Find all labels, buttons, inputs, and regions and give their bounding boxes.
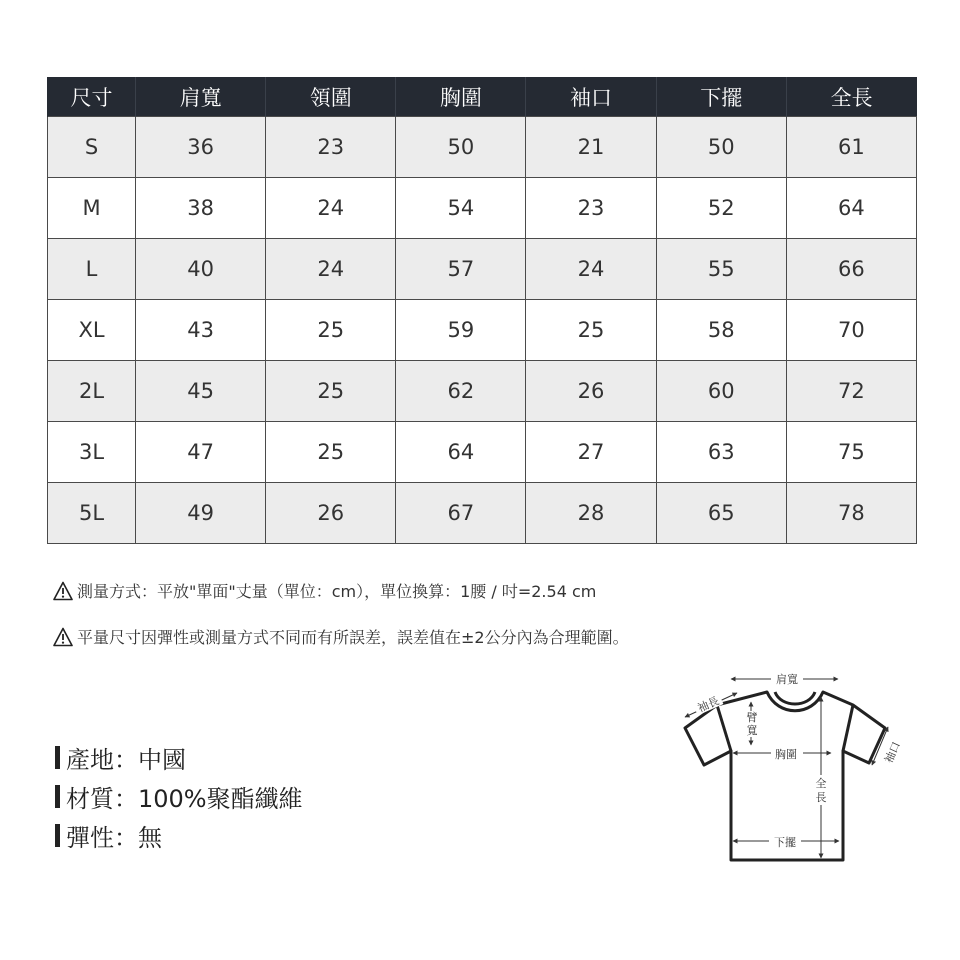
table-cell: 57 [396, 239, 526, 300]
table-cell: M [48, 178, 136, 239]
label-arm-width-2: 寬 [746, 724, 758, 737]
header-cell-chest: 胸圍 [396, 77, 526, 117]
bullet-bar [55, 746, 60, 769]
table-cell: 47 [136, 422, 266, 483]
table-cell: XL [48, 300, 136, 361]
table-cell: 5L [48, 483, 136, 544]
table-cell: 65 [656, 483, 786, 544]
table-cell: 67 [396, 483, 526, 544]
table-row [48, 239, 917, 300]
tolerance-note-text: 平量尺寸因彈性或測量方式不同而有所誤差，誤差值在±2公分內為合理範圍。 [77, 628, 629, 647]
table-row [48, 178, 917, 239]
table-cell: 64 [396, 422, 526, 483]
tshirt-collar-inner [775, 692, 815, 704]
tshirt-measurement-diagram [675, 665, 915, 865]
label-shoulder: 肩寬 [776, 673, 798, 686]
table-cell: 25 [266, 361, 396, 422]
table-cell: S [48, 117, 136, 178]
table-cell: 43 [136, 300, 266, 361]
table-cell: 3L [48, 422, 136, 483]
table-cell: 60 [656, 361, 786, 422]
table-cell: 27 [526, 422, 656, 483]
table-cell: 28 [526, 483, 656, 544]
label-arm-width: 臂 [746, 711, 758, 724]
table-row [48, 422, 917, 483]
elasticity-text: 彈性：無 [66, 824, 162, 852]
table-cell: 61 [786, 117, 916, 178]
table-row [48, 117, 917, 178]
table-cell: 54 [396, 178, 526, 239]
size-table [47, 77, 917, 544]
table-row [48, 483, 917, 544]
table-cell: 24 [526, 239, 656, 300]
label-cuff: 袖口 [882, 739, 904, 766]
tolerance-note [53, 625, 629, 648]
header-cell-size: 尺寸 [48, 77, 136, 117]
table-cell: 63 [656, 422, 786, 483]
label-hem: 下擺 [774, 836, 796, 849]
table-cell: 55 [656, 239, 786, 300]
header-cell-shoulder: 肩寬 [136, 77, 266, 117]
table-cell: 58 [656, 300, 786, 361]
table-cell: 50 [396, 117, 526, 178]
label-chest: 胸圍 [775, 748, 797, 761]
table-cell: 23 [266, 117, 396, 178]
table-cell: 24 [266, 178, 396, 239]
label-length-2: 長 [815, 791, 827, 804]
table-cell: 36 [136, 117, 266, 178]
origin-text: 產地：中國 [66, 746, 186, 774]
label-sleeve-length: 袖長 [695, 694, 722, 716]
bullet-bar [55, 785, 60, 808]
elasticity-spec [55, 818, 162, 853]
table-cell: 40 [136, 239, 266, 300]
label-length: 全 [815, 777, 827, 790]
table-cell: 26 [526, 361, 656, 422]
warning-triangle-icon [53, 627, 73, 647]
warning-triangle-icon [53, 581, 73, 601]
origin-spec [55, 740, 186, 775]
table-cell: 50 [656, 117, 786, 178]
table-cell: 75 [786, 422, 916, 483]
material-spec [55, 779, 303, 814]
table-cell: 45 [136, 361, 266, 422]
table-cell: 62 [396, 361, 526, 422]
table-header-row [48, 77, 917, 117]
table-cell: L [48, 239, 136, 300]
table-cell: 24 [266, 239, 396, 300]
header-cell-length: 全長 [786, 77, 916, 117]
table-cell: 21 [526, 117, 656, 178]
material-text: 材質：100%聚酯纖維 [66, 785, 303, 813]
header-cell-neck: 領圍 [266, 77, 396, 117]
table-cell: 78 [786, 483, 916, 544]
table-cell: 64 [786, 178, 916, 239]
table-cell: 25 [266, 300, 396, 361]
table-cell: 26 [266, 483, 396, 544]
table-cell: 59 [396, 300, 526, 361]
header-cell-hem: 下擺 [656, 77, 786, 117]
table-row [48, 361, 917, 422]
header-cell-cuff: 袖口 [526, 77, 656, 117]
table-cell: 52 [656, 178, 786, 239]
table-cell: 72 [786, 361, 916, 422]
bullet-bar [55, 824, 60, 847]
table-cell: 25 [266, 422, 396, 483]
table-cell: 38 [136, 178, 266, 239]
measure-note-text: 測量方式：平放"單面"丈量（單位：cm），單位換算：1腰 / 吋=2.54 cm [77, 582, 597, 601]
table-cell: 2L [48, 361, 136, 422]
table-cell: 23 [526, 178, 656, 239]
table-cell: 49 [136, 483, 266, 544]
table-cell: 70 [786, 300, 916, 361]
measure-note [53, 579, 596, 602]
table-cell: 66 [786, 239, 916, 300]
table-cell: 25 [526, 300, 656, 361]
table-row [48, 300, 917, 361]
